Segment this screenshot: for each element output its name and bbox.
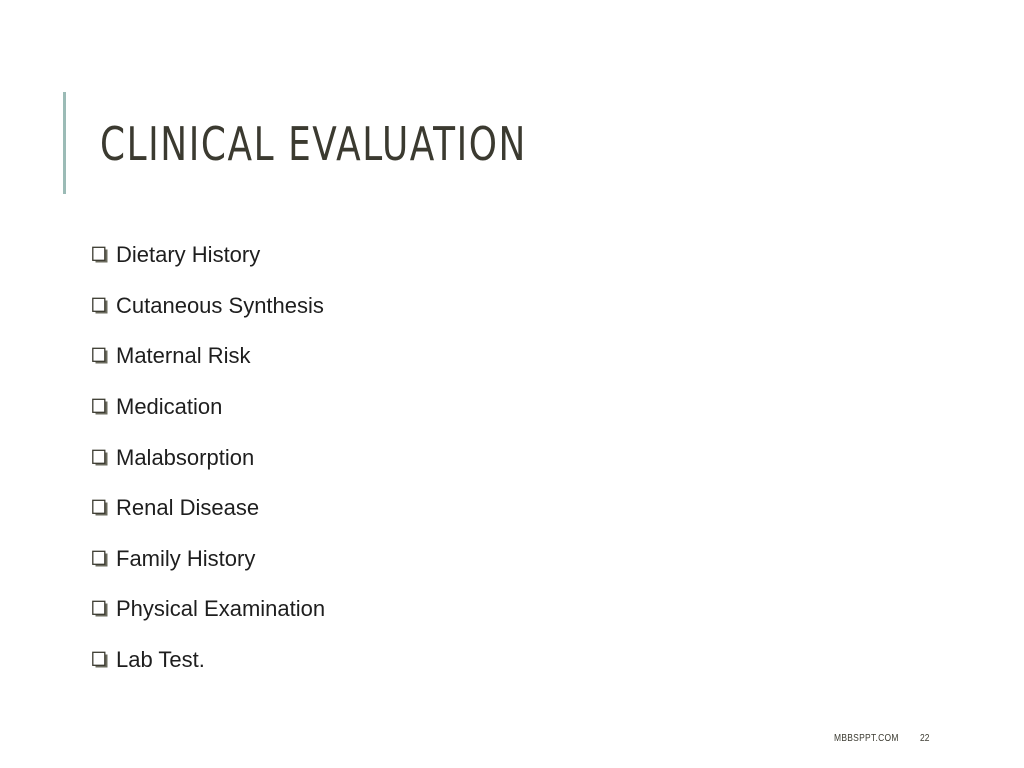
list-item — [92, 635, 325, 686]
list-item — [92, 281, 325, 332]
list-item — [92, 382, 325, 433]
footer-site-text: MBBSPPT.COM — [834, 733, 899, 744]
checkbox-icon — [92, 549, 109, 569]
bullet-list — [92, 230, 325, 685]
list-item — [92, 331, 325, 382]
list-item-label: Cutaneous Synthesis — [116, 292, 324, 318]
checkbox-icon — [92, 397, 109, 417]
list-item — [92, 230, 325, 281]
list-item — [92, 432, 325, 483]
list-item — [92, 534, 325, 585]
slide-title: CLINICAL EVALUATION — [100, 117, 527, 171]
checkbox-icon — [92, 448, 109, 468]
checkbox-icon — [92, 296, 109, 316]
list-item-label: Family History — [116, 545, 256, 571]
list-item — [92, 483, 325, 534]
list-item-label: Renal Disease — [116, 495, 260, 521]
list-item-label: Physical Examination — [116, 596, 326, 622]
list-item-label: Medication — [116, 394, 223, 420]
list-item-label: Malabsorption — [116, 444, 255, 470]
checkbox-icon — [92, 498, 109, 518]
list-item-label: Lab Test. — [116, 647, 205, 673]
list-item-label: Dietary History — [116, 242, 261, 268]
list-item — [92, 584, 325, 635]
checkbox-icon — [92, 245, 109, 265]
title-accent-bar — [63, 92, 66, 194]
checkbox-icon — [92, 599, 109, 619]
checkbox-icon — [92, 346, 109, 366]
list-item-label: Maternal Risk — [116, 343, 251, 369]
checkbox-icon — [92, 650, 109, 670]
page-number: 22 — [920, 733, 930, 744]
